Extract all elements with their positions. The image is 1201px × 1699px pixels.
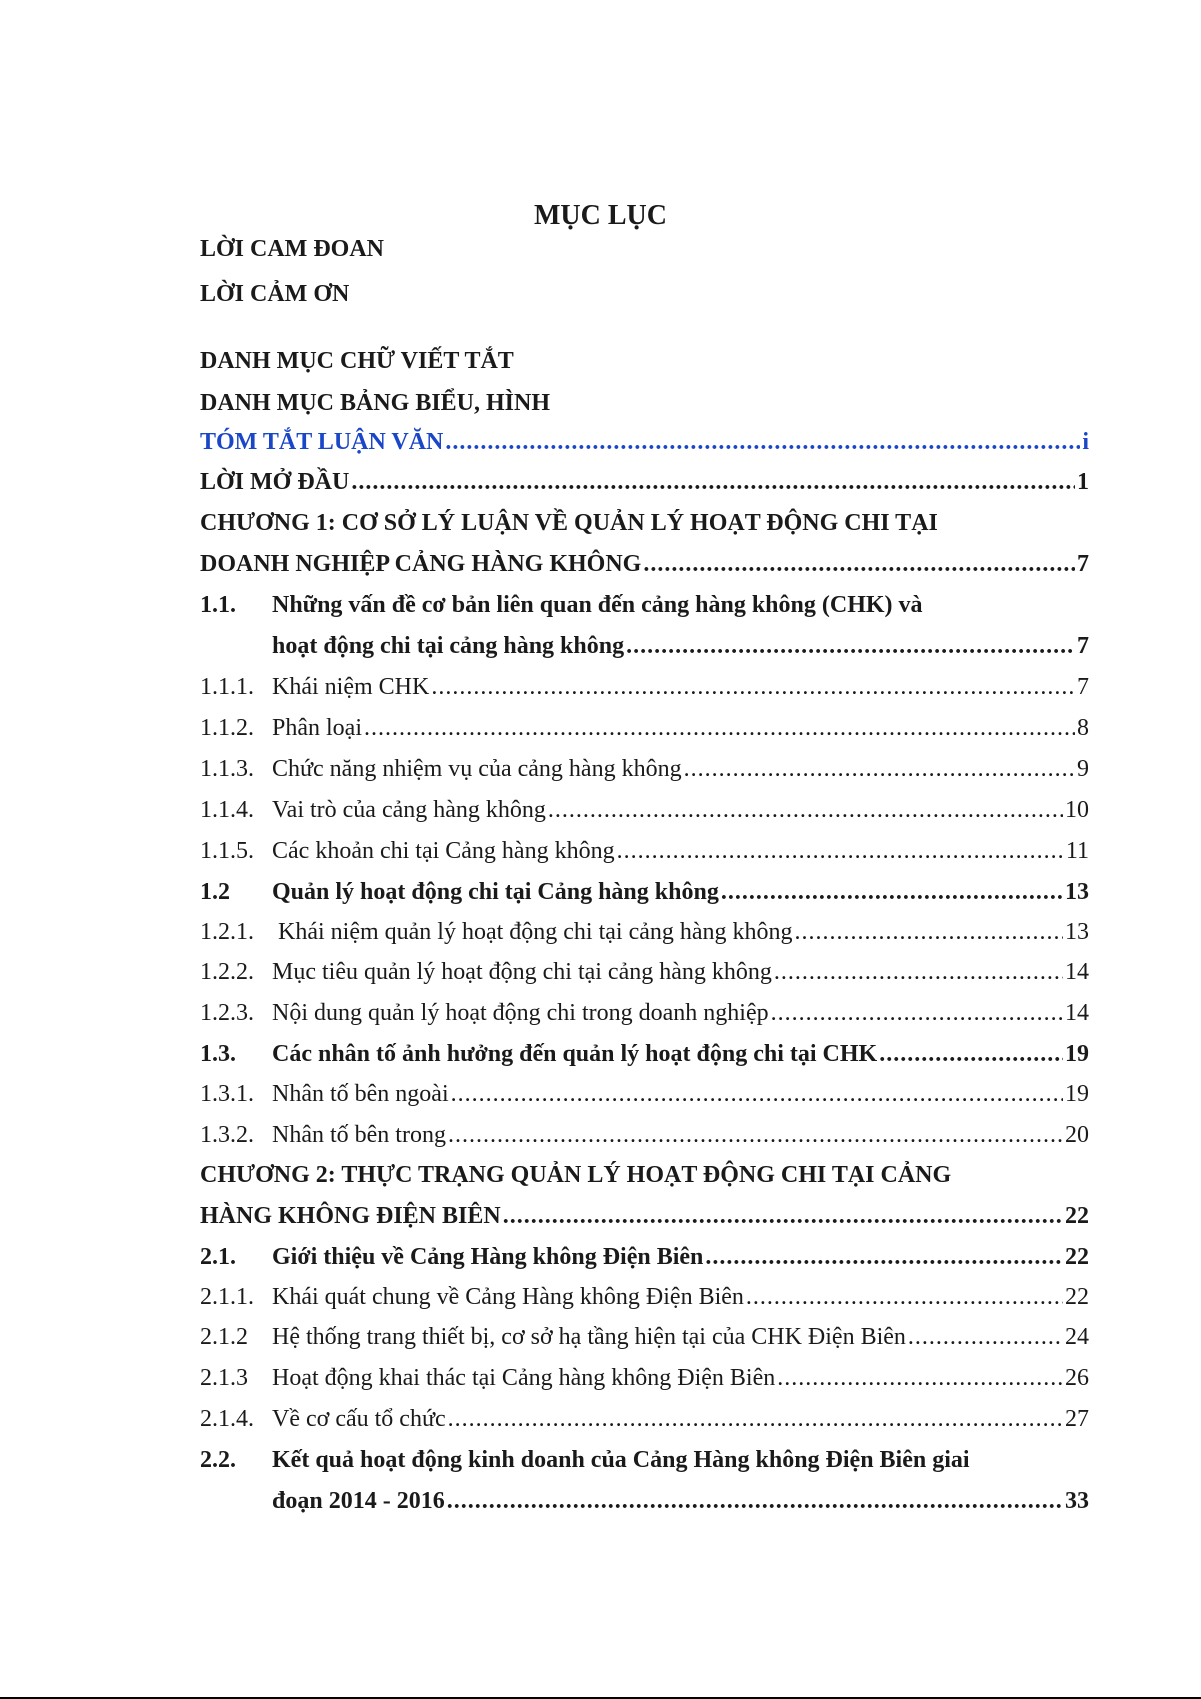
dot-leader	[351, 465, 1075, 499]
entry-title: Phân loại	[272, 715, 362, 741]
entry-title: Hoạt động khai thác tại Cảng hàng không Điện Biên	[272, 1365, 776, 1391]
section-number: 2.1.4.	[200, 1406, 254, 1432]
dot-leader	[448, 1118, 1063, 1152]
toc-entry-chuong-1-line1[interactable]: CHƯƠNG 1: CƠ SỞ LÝ LUẬN VỀ QUẢN LÝ HOẠT ĐỘNG CHI TẠI	[200, 510, 938, 536]
dot-leader	[617, 834, 1064, 868]
toc-entry-1-2-3[interactable]	[200, 996, 1089, 1030]
section-number: 2.1.2	[200, 1324, 248, 1350]
section-number: 1.2.1.	[200, 919, 254, 945]
toc-entry-2-2[interactable]	[200, 1484, 1089, 1518]
dot-leader	[908, 1320, 1063, 1354]
page-number: 27	[1065, 1406, 1089, 1432]
toc-entry-1-1-4[interactable]	[200, 793, 1089, 827]
entry-title: Các nhân tố ảnh hưởng đến quản lý hoạt động chi tại CHK	[272, 1041, 878, 1067]
section-number: 2.1.3	[200, 1365, 248, 1391]
toc-entry-1-3-1[interactable]	[200, 1077, 1089, 1111]
page-number: 7	[1077, 633, 1089, 659]
toc-entry-1-2[interactable]	[200, 875, 1089, 909]
section-number: 1.1.3.	[200, 756, 254, 782]
entry-title: Khái niệm quản lý hoạt động chi tại cảng hàng không	[272, 919, 793, 945]
toc-entry-2-1-4[interactable]	[200, 1402, 1089, 1436]
section-number: 1.1.2.	[200, 715, 254, 741]
entry-title: Nội dung quản lý hoạt động chi trong doanh nghiệp	[272, 1000, 769, 1026]
dot-leader	[448, 1402, 1063, 1436]
page-number: 19	[1065, 1081, 1089, 1107]
toc-entry-1-1-2[interactable]	[200, 711, 1089, 745]
dot-leader	[721, 875, 1063, 909]
page-number: 19	[1065, 1041, 1089, 1067]
page-number: 14	[1065, 1000, 1089, 1026]
dot-leader	[777, 1361, 1063, 1395]
dot-leader	[746, 1280, 1063, 1314]
entry-title: Nhân tố bên trong	[272, 1122, 446, 1148]
entry-title: Quản lý hoạt động chi tại Cảng hàng không	[272, 879, 719, 905]
dot-leader	[771, 996, 1063, 1030]
toc-entry-danh-muc-bang-bieu[interactable]: DANH MỤC BẢNG BIỂU, HÌNH	[200, 390, 551, 416]
page-number: 14	[1065, 959, 1089, 985]
dot-leader	[445, 425, 1080, 459]
section-number: 1.3.2.	[200, 1122, 254, 1148]
toc-entry-danh-muc-chu-viet-tat[interactable]: DANH MỤC CHỮ VIẾT TẮT	[200, 348, 514, 374]
entry-title: Các khoản chi tại Cảng hàng không	[272, 838, 615, 864]
page-number: 9	[1077, 756, 1089, 782]
dot-leader	[447, 1484, 1063, 1518]
dot-leader	[451, 1077, 1063, 1111]
toc-entry-tom-tat-luan-van[interactable]	[200, 425, 1089, 459]
page-number: 13	[1065, 879, 1089, 905]
page-number: 22	[1065, 1284, 1089, 1310]
toc-entry-2-1-3[interactable]	[200, 1361, 1089, 1395]
toc-entry-1-2-2[interactable]	[200, 955, 1089, 989]
toc-entry-2-2-line1[interactable]	[200, 1443, 1089, 1477]
toc-entry-1-1-line1[interactable]	[200, 588, 1089, 622]
page-number: 7	[1077, 674, 1089, 700]
toc-entry-loi-mo-dau[interactable]	[200, 465, 1089, 499]
toc-entry-1-1-3[interactable]	[200, 752, 1089, 786]
entry-title: TÓM TẮT LUẬN VĂN	[200, 429, 444, 455]
toc-entry-1-3[interactable]	[200, 1037, 1089, 1071]
entry-title: Vai trò của cảng hàng không	[272, 797, 546, 823]
dot-leader	[774, 955, 1063, 989]
page-number: 24	[1065, 1324, 1089, 1350]
entry-title: Những vấn đề cơ bản liên quan đến cảng hàng không (CHK) và	[272, 592, 923, 618]
page-number: 1	[1077, 469, 1089, 495]
page-number: 26	[1065, 1365, 1089, 1391]
section-number: 1.2	[200, 879, 230, 905]
dot-leader	[503, 1199, 1063, 1233]
page-number: 22	[1065, 1203, 1089, 1229]
entry-title: Chức năng nhiệm vụ của cảng hàng không	[272, 756, 682, 782]
page-number: 7	[1077, 551, 1089, 577]
entry-title: hoạt động chi tại cảng hàng không	[272, 633, 625, 659]
page-number: 22	[1065, 1244, 1089, 1270]
entry-title: DOANH NGHIỆP CẢNG HÀNG KHÔNG	[200, 551, 642, 577]
entry-title: Khái quát chung về Cảng Hàng không Điện Biên	[272, 1284, 744, 1310]
page-title: MỤC LỤC	[534, 200, 667, 231]
page-number: 20	[1065, 1122, 1089, 1148]
toc-entry-2-1[interactable]	[200, 1240, 1089, 1274]
page-number: 33	[1065, 1488, 1089, 1514]
entry-title: Kết quả hoạt động kinh doanh của Cảng Hàng không Điện Biên giai	[272, 1447, 970, 1473]
section-number: 1.2.2.	[200, 959, 254, 985]
toc-entry-1-3-2[interactable]	[200, 1118, 1089, 1152]
page-number: 13	[1065, 919, 1089, 945]
section-number: 1.1.4.	[200, 797, 254, 823]
section-number: 1.2.3.	[200, 1000, 254, 1026]
dot-leader	[548, 793, 1063, 827]
section-number: 2.1.	[200, 1244, 236, 1270]
entry-title: HÀNG KHÔNG ĐIỆN BIÊN	[200, 1203, 501, 1229]
toc-entry-loi-cam-on[interactable]: LỜI CẢM ƠN	[200, 281, 350, 307]
entry-title: LỜI MỞ ĐẦU	[200, 469, 350, 495]
toc-entry-1-2-1[interactable]	[200, 915, 1089, 949]
toc-entry-loi-cam-doan[interactable]: LỜI CAM ĐOAN	[200, 236, 384, 262]
toc-entry-2-1-2[interactable]	[200, 1320, 1089, 1354]
dot-leader	[431, 670, 1075, 704]
section-number: 2.2.	[200, 1447, 236, 1473]
dot-leader	[795, 915, 1063, 949]
dot-leader	[364, 711, 1075, 745]
dot-leader	[879, 1037, 1063, 1071]
entry-title: Hệ thống trang thiết bị, cơ sở hạ tầng hiện tại của CHK Điện Biên	[272, 1324, 906, 1350]
toc-entry-chuong-2-line1[interactable]: CHƯƠNG 2: THỰC TRẠNG QUẢN LÝ HOẠT ĐỘNG CHI TẠI CẢNG	[200, 1162, 952, 1188]
toc-entry-chuong-2[interactable]	[200, 1199, 1089, 1233]
dot-leader	[643, 547, 1075, 581]
dot-leader	[626, 629, 1075, 663]
toc-entry-1-1[interactable]	[200, 629, 1089, 663]
dot-leader	[684, 752, 1075, 786]
entry-title: Về cơ cấu tổ chức	[272, 1406, 446, 1432]
page-number: 11	[1065, 838, 1089, 864]
toc-entry-2-1-1[interactable]	[200, 1280, 1089, 1314]
section-number: 2.1.1.	[200, 1284, 254, 1310]
page-number: 10	[1065, 797, 1089, 823]
entry-title: Giới thiệu về Cảng Hàng không Điện Biên	[272, 1244, 704, 1270]
section-number: 1.1.1.	[200, 674, 254, 700]
entry-title: đoạn 2014 - 2016	[272, 1488, 445, 1514]
section-number: 1.1.5.	[200, 838, 254, 864]
entry-title: Khái niệm CHK	[272, 674, 430, 700]
toc-entry-chuong-1[interactable]	[200, 547, 1089, 581]
section-number: 1.3.	[200, 1041, 236, 1067]
toc-entry-1-1-5[interactable]	[200, 834, 1089, 868]
entry-title: Mục tiêu quản lý hoạt động chi tại cảng hàng không	[272, 959, 772, 985]
entry-title: Nhân tố bên ngoài	[272, 1081, 449, 1107]
section-number: 1.1.	[200, 592, 236, 618]
section-number: 1.3.1.	[200, 1081, 254, 1107]
page-number: i	[1082, 429, 1089, 455]
toc-entry-1-1-1[interactable]	[200, 670, 1089, 704]
dot-leader	[705, 1240, 1063, 1274]
page-number: 8	[1077, 715, 1089, 741]
